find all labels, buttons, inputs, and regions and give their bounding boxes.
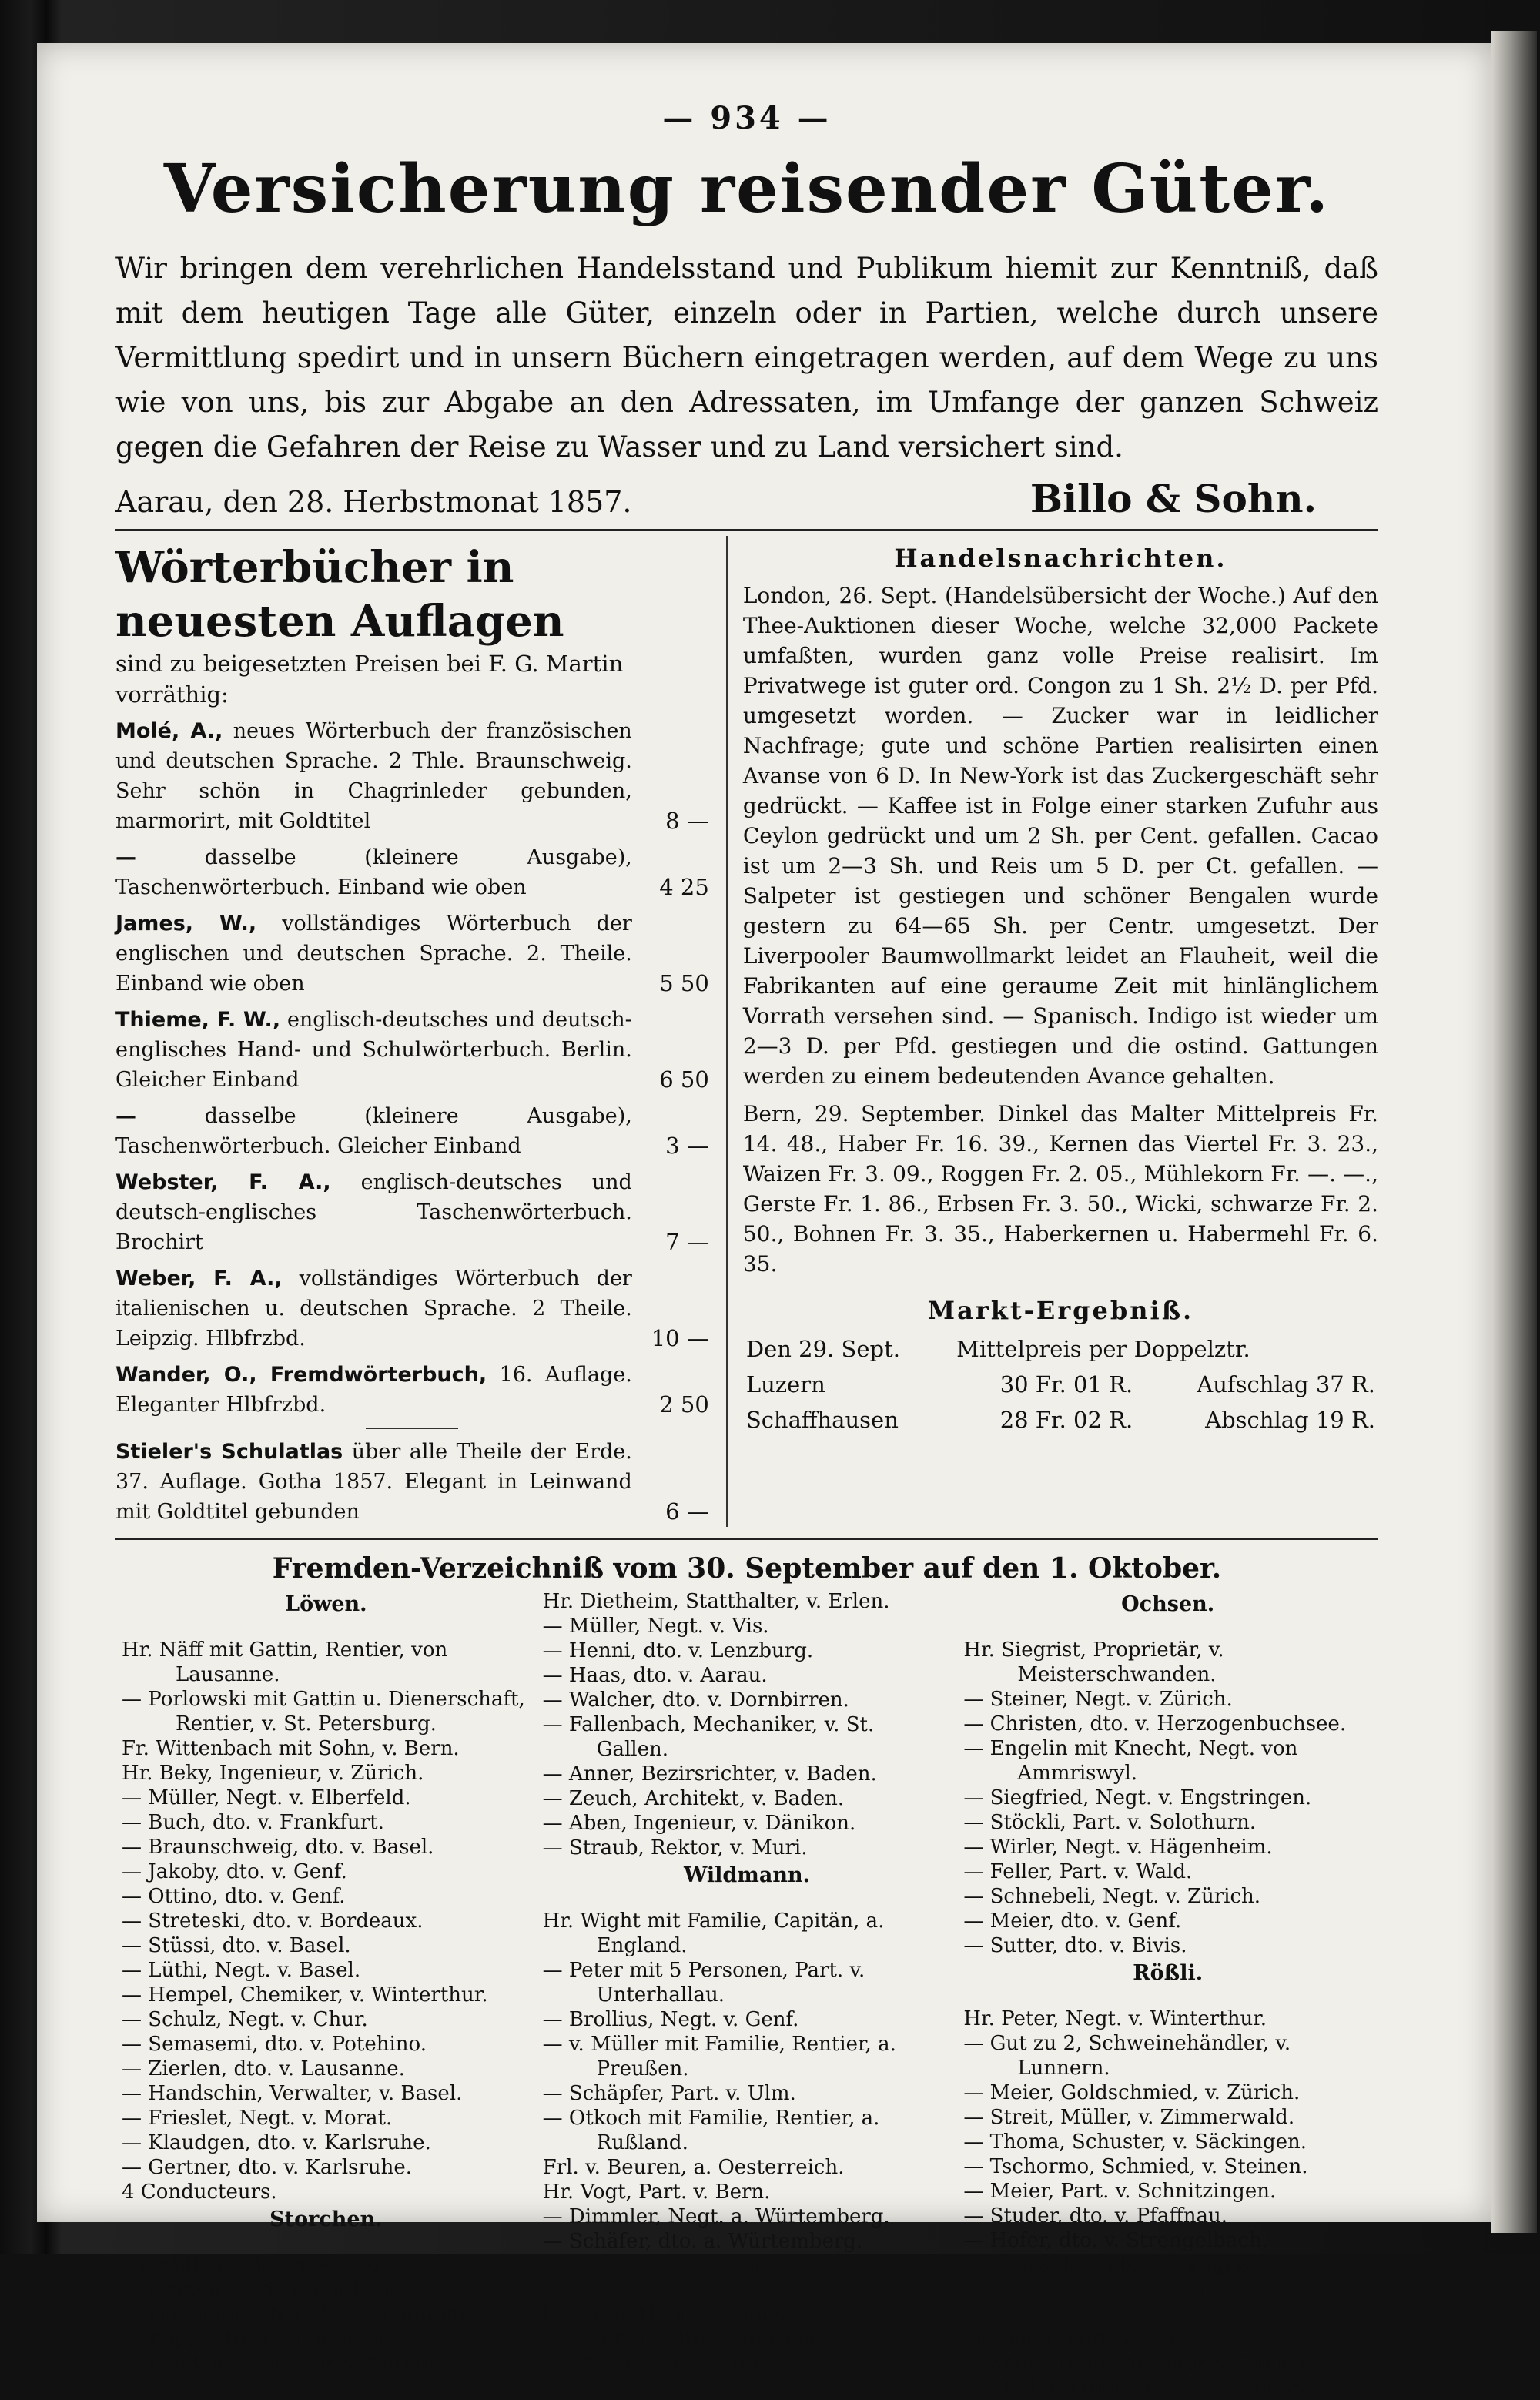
book-text: neues Wörterbuch der französischen und deutschen Sprache. 2 Thle. Braunschweig. Sehr schön in Chagrinleder gebunden, marmorirt, mit Goldtitel — [116, 719, 632, 833]
guest-entry: Hr. Beky, Ingenieur, v. Zürich. — [122, 1762, 424, 1785]
book-entry — [116, 1101, 709, 1161]
guest-entry: — Müller, Negt. v. Vis. — [542, 1615, 769, 1638]
guest-entry: — Tschormo, Schmied, v. Steinen. — [963, 2155, 1308, 2178]
book-author: — — [116, 845, 136, 869]
guest-entry: Hr. Vogt, Part. v. Bern. — [542, 2181, 771, 2204]
book-entry — [116, 909, 709, 999]
guest-entry: — Henni, dto. v. Lenzburg. — [542, 1639, 814, 1662]
guests-title: Fremden-Verzeichniß vom 30. September auf den 1. Oktober. — [272, 1552, 1222, 1585]
guest-entry: — Schnebeli, Negt. v. Zürich. — [963, 1885, 1261, 1908]
market-place: Luzern — [745, 1371, 825, 1397]
book-price: 6 50 — [659, 1066, 709, 1093]
guest-entry: — Müller, Mühlemacher, v. Schwyz. — [963, 2376, 1325, 2399]
book-price: 10 — — [651, 1325, 709, 1351]
notice-signature — [116, 476, 1378, 521]
guest-entry: — Buch, dto. v. Frankfurt. — [122, 1811, 384, 1834]
guest-entry: — Siegfried, Negt. v. Engstringen. — [963, 1786, 1312, 1809]
book-author: James, W., — [116, 912, 257, 936]
market-rows — [743, 1367, 1378, 1438]
market-date: Den 29. Sept. — [745, 1336, 900, 1362]
book-text: dasselbe (kleinere Ausgabe), Taschenwörterbuch. Gleicher Einband — [116, 1104, 632, 1158]
guest-entry: Hr. Näff mit Gattin, Rentier, von Lausanne. — [122, 1638, 448, 1686]
book-description — [116, 716, 632, 836]
guest-entry: — Stüssi, dto. v. Basel. — [122, 1934, 351, 1957]
guest-entry: — Lüthi, Negt. v. Basel. — [122, 1959, 361, 1982]
guest-entry: — Streteski, dto. v. Bordeaux. — [122, 1910, 424, 1933]
hotel-name: Rößli. — [1133, 1961, 1204, 1985]
books-column — [116, 536, 728, 1527]
guest-entry: — Otkoch mit Familie, Rentier, a. Rußland. — [542, 2107, 880, 2154]
trade-title: Handelsnachrichten. — [894, 544, 1227, 573]
guest-entry: — Haggenmacher, dto. v. Lanffohr. — [122, 2303, 473, 2326]
two-columns — [116, 536, 1378, 1527]
guest-entry: — Gertner, dto. v. Karlsruhe. — [122, 2156, 413, 2179]
guest-entry: — Porlowski mit Gattin u. Dienerschaft, Rentier, v. St. Petersburg. — [122, 1688, 525, 1736]
page-edge — [1491, 31, 1537, 2233]
london-report: London, 26. Sept. (Handelsübersicht der Woche.) Auf den Thee-Auktionen dieser Woche, welche 32,000 Packete umfaßten, wurden ganz volle Preise realisirt. Im Privatwege ist guter ord. Congon zu 1 Sh. 2½ D. per Pfd. umgesetzt worden. — Zucker war in leidlicher Nachfrage; gute und schöne Partien realisirten einen Avanse von 6 D. In New-York ist das Zuckergeschäft sehr gedrückt. — Kaffee ist in Folge einer starken Zufuhr aus Ceylon gedrückt und um 2 Sh. per Cent. gefallen. Cacao ist um 2—3 Sh. und Reis um 5 D. per Ct. gefallen. — Salpeter ist gestiegen und schöner Bengalen wurde gestern zu 64—65 Sh. per Centr. umgesetzt. Der Liverpooler Baumwollmarkt leidet an Flauheit, weil die Fabrikanten auf eine geraume Zeit mit hinlänglichem Vorrath versehen sind. — Spanisch. Indigo ist wieder um 2—3 D. per Pfd. gestiegen und die ostind. Gattungen werden zu einem bedeutenden Avance gehalten. — [742, 583, 1378, 1089]
guest-entry: — Zierlen, dto. v. Lausanne. — [122, 2057, 405, 2080]
bern-report: Bern, 29. September. Dinkel das Malter Mittelpreis Fr. 14. 48., Haber Fr. 16. 39., Kernen das Viertel Fr. 3. 23., Waizen Fr. 3. 09., Roggen Fr. 2. 05., Mühlekorn Fr. —. —., Gerste Fr. 1. 86., Erbsen Fr. 3. 50., Wicki, schwarze Fr. 2. 50., Bohnen Fr. 3. 35., Haberkernen u. Habermehl Fr. 6. 35. — [742, 1101, 1378, 1277]
book-text: dasselbe (kleinere Ausgabe), Taschenwörterbuch. Einband wie oben — [116, 845, 632, 899]
guest-entry: — Schäfer, dto. a. Würtemberg. — [542, 2230, 863, 2253]
book-description — [116, 1437, 632, 1527]
guest-entry: — Studer, dto. v. Pfaffnau. — [963, 2204, 1228, 2228]
book-text: englisch-deutsches und deutsch-englisches Taschenwörterbuch. Brochirt — [116, 1170, 632, 1254]
guest-column-1 — [116, 1589, 537, 2400]
guest-entry: — Semasemi, dto. v. Potehino. — [122, 2033, 427, 2056]
place-date: Aarau, den 28. Herbstmonat 1857. — [116, 485, 632, 519]
guest-entry: — Klaudgen, dto. v. Karlsruhe. — [122, 2131, 431, 2154]
guest-entry: — Hertlin, Part. v. Trüllikon. — [122, 2278, 409, 2301]
guest-entry: Hr. Tuor, Negt. v. Somvir. — [542, 2303, 800, 2326]
guest-entry: Hr. Peter, Negt. v. Winterthur. — [963, 2007, 1267, 2030]
guest-entry: — Senn, Tunnelarbeiter, v. Zürich. — [963, 2351, 1312, 2375]
market-change: Aufschlag 37 R. — [1197, 1371, 1375, 1397]
book-description — [116, 909, 632, 999]
market-row — [743, 1402, 1378, 1438]
guest-entry: — Brollius, Negt. v. Genf. — [542, 2008, 799, 2031]
book-text: vollständiges Wörterbuch der englischen und deutschen Sprache. 2. Theile. Einband wie oben — [116, 912, 632, 996]
guest-entry: 4 Conducteurs. — [122, 2181, 277, 2204]
guest-entry: — Feller, Part. v. Wald. — [963, 1860, 1193, 1883]
guest-entry: — Frieslet, Negt. v. Morat. — [122, 2107, 393, 2130]
book-text: über alle Theile der Erde. 37. Auflage. Gotha 1857. Elegant in Leinwand mit Goldtitel gebunden — [116, 1440, 632, 1524]
guest-entry: — Hofer, dto. v. Strengelbach. — [963, 2229, 1268, 2252]
book-author: Wander, O., Fremdwörterbuch, — [116, 1363, 487, 1387]
book-price: 8 — — [665, 808, 709, 834]
book-author: Weber, F. A., — [116, 1267, 283, 1290]
book-entry — [116, 1437, 709, 1527]
guest-entry: — Aespacher, dto. v. Langnau. — [963, 2254, 1270, 2277]
book-description — [116, 842, 632, 902]
guest-entry: — Jakoby, dto. v. Genf. — [122, 1860, 347, 1883]
book-entry — [116, 1360, 709, 1420]
trade-column — [728, 536, 1378, 1527]
book-text: englisch-deutsches und deutsch-englisches Hand- und Schulwörterbuch. Berlin. Gleicher Einband — [116, 1008, 632, 1092]
insurance-notice: Wir bringen dem verehrlichen Handelsstand und Publikum hiemit zur Kenntniß, daß mit dem heutigen Tage alle Güter, einzeln oder in Partien, welche durch unsere Vermittlung spedirt und in unsern Büchern eingetragen werden, auf dem Wege zu uns wie von uns, bis zur Abgabe an den Adressaten, im Umfange der ganzen Schweiz gegen die Gefahren der Reise zu Wasser und zu Land versichert sind. — [116, 252, 1378, 464]
book-price: 2 50 — [659, 1391, 709, 1418]
firm-name: Billo & Sohn. — [1029, 476, 1317, 521]
divider — [116, 1538, 1378, 1540]
guest-entry: — Haas, dto. v. Aarau. — [542, 1664, 768, 1687]
guest-entry: — Meier, dto. v. Genf. — [963, 1910, 1182, 1933]
hotel-name: Ochsen. — [1121, 1592, 1215, 1616]
book-entry — [116, 1005, 709, 1095]
market-header-row — [743, 1331, 1378, 1367]
guest-columns — [116, 1589, 1378, 2400]
book-price: 3 — — [665, 1133, 709, 1159]
guest-entry: — Stöckli, Part. v. Solothurn. — [963, 1811, 1257, 1834]
guest-entry: — Landolt, Professor, v. Zürich. — [122, 2352, 440, 2375]
book-author: — — [116, 1104, 136, 1128]
market-price: 30 Fr. 01 R. — [999, 1371, 1133, 1397]
market-row — [743, 1367, 1378, 1402]
guest-entry: — Wirler, Negt. v. Hägenheim. — [963, 1836, 1273, 1859]
books-intro: sind zu beigesetzten Preisen bei F. G. Martin vorräthig: — [116, 651, 624, 708]
guest-entry: — Zeuch, Architekt, v. Baden. — [542, 1787, 845, 1810]
guest-entry: — Fallenbach, Mechaniker, v. St. Gallen. — [542, 1713, 875, 1761]
market-unit: Mittelpreis per Doppelztr. — [956, 1336, 1250, 1362]
guest-entry: — Aben, Ingenieur, v. Dänikon. — [542, 1812, 856, 1835]
book-entry — [116, 842, 709, 902]
guest-entry: — Streit, Müller, v. Zimmerwald. — [963, 2106, 1295, 2129]
book-list — [116, 716, 709, 1527]
guest-entry: — Gut zu 2, Schweinehändler, v. Lunnern. — [963, 2032, 1291, 2080]
guest-entry: — Ottino, dto. v. Genf. — [122, 1885, 346, 1908]
book-entry — [116, 716, 709, 836]
guest-entry: Hr. Dietheim, Statthalter, v. Erlen. — [542, 1590, 890, 1613]
guest-entry: — Schulz, Negt. v. Chur. — [122, 2008, 368, 2031]
guest-entry: — Braunschweig, dto. v. Basel. — [122, 1836, 434, 1859]
guest-entry: — Peter mit 5 Personen, Part. v. Unterhallau. — [542, 1959, 865, 2007]
book-description — [116, 1264, 632, 1354]
guest-entry: — Thoma, Schuster, v. Säckingen. — [963, 2131, 1307, 2154]
book-author: Molé, A., — [116, 719, 223, 743]
book-author: Stieler's Schulatlas — [116, 1440, 343, 1464]
guest-entry: — Müller, Negt. v. Elberfeld. — [122, 1786, 411, 1809]
guest-entry: — Meier, Goldschmied, v. Zürich. — [963, 2081, 1301, 2104]
hotel-name: Storchen. — [270, 2208, 383, 2231]
hotel-name: Schwert. — [1116, 2281, 1219, 2305]
hotel-name: Wildmann. — [684, 1863, 810, 1887]
headline: Versicherung reisender Güter. — [163, 150, 1331, 228]
book-price: 7 — — [665, 1229, 709, 1255]
guest-entry: — Steiner, Negt. v. Zürich. — [963, 1688, 1233, 1711]
guest-entry: — Hempel, Chemiker, v. Winterthur. — [122, 1983, 488, 2007]
book-description — [116, 1005, 632, 1095]
guest-column-2 — [537, 1589, 958, 2400]
book-description — [116, 1167, 632, 1257]
book-price: 4 25 — [659, 874, 709, 900]
guest-entry: — Kopp, dto. v. Frauenfeld. — [122, 2328, 398, 2351]
page-content — [116, 100, 1378, 2400]
guest-entry: Hr. Müller, Oberst, v. Zug. — [122, 2254, 387, 2277]
page-number: — 934 — — [662, 100, 832, 136]
hotel-name: Löwen. — [285, 1592, 367, 1616]
guest-entry: — Christen, dto. v. Herzogenbuchsee. — [963, 1712, 1347, 1736]
book-description — [116, 1360, 632, 1420]
book-author: Thieme, F. W., — [116, 1008, 281, 1032]
guest-entry: — Engelin mit Knecht, Negt. von Ammriswyl. — [963, 1737, 1298, 1785]
books-title: Wörterbücher in neuesten Auflagen — [116, 542, 564, 647]
guest-entry: — Sutter, dto. v. Bivis. — [963, 1934, 1187, 1957]
guest-entry: — Anner, Bezirsrichter, v. Baden. — [542, 1762, 877, 1786]
guest-entry: — Straub, Rektor, v. Muri. — [542, 1836, 808, 1859]
guest-column-3 — [957, 1589, 1378, 2400]
divider — [366, 1428, 458, 1429]
book-price: 6 — — [665, 1498, 709, 1525]
guest-entry: Hr. Jäger, Part. v. Zeihen. — [963, 2327, 1219, 2350]
hotel-name: Krone. — [708, 2257, 786, 2281]
guest-entry: — Handschin, Verwalter, v. Basel. — [122, 2082, 463, 2105]
book-entry — [116, 1167, 709, 1257]
guest-entry: Hr. Siegrist, Proprietär, v. Meisterschwanden. — [963, 1638, 1224, 1686]
book-author: Webster, F. A., — [116, 1170, 331, 1194]
guest-entry: — Dimmler, Negt. a. Würtemberg. — [542, 2205, 890, 2228]
market-change: Abschlag 19 R. — [1205, 1407, 1375, 1433]
market-table — [743, 1331, 1378, 1438]
book-price: 5 50 — [659, 970, 709, 996]
guest-entry: — Meier, Part. v. Schnitzingen. — [963, 2180, 1277, 2203]
market-place: Schaffhausen — [745, 1407, 899, 1433]
market-title: Markt-Ergebniß. — [927, 1296, 1194, 1325]
book-entry — [116, 1264, 709, 1354]
guest-entry: — Walcher, dto. v. Dornbirren. — [542, 1689, 849, 1712]
book-text: vollständiges Wörterbuch der italienischen u. deutschen Sprache. 2 Theile. Leipzig. Hlbfrzbd. — [116, 1267, 632, 1351]
guest-entry: — v. Müller mit Familie, Rentier, a. Preußen. — [542, 2033, 896, 2080]
guest-entry: Hr. Wight mit Familie, Capitän, a. England. — [542, 1910, 885, 1957]
guest-entry: Fr. Wittenbach mit Sohn, v. Bern. — [122, 1737, 460, 1760]
guest-entry: — Weber, dto. v. Zürich. — [542, 2352, 785, 2375]
guest-entry: Frl. v. Beuren, a. Oesterreich. — [542, 2156, 845, 2179]
book-description — [116, 1101, 632, 1161]
guest-entry: — Schäpfer, Part. v. Ulm. — [542, 2082, 796, 2105]
book-text: 16. Auflage. Eleganter Hlbfrzbd. — [116, 1363, 632, 1417]
market-price: 28 Fr. 02 R. — [999, 1407, 1133, 1433]
divider — [116, 529, 1378, 531]
guest-entry: — Leuthold, dto. v. Horgen. — [542, 2328, 822, 2351]
